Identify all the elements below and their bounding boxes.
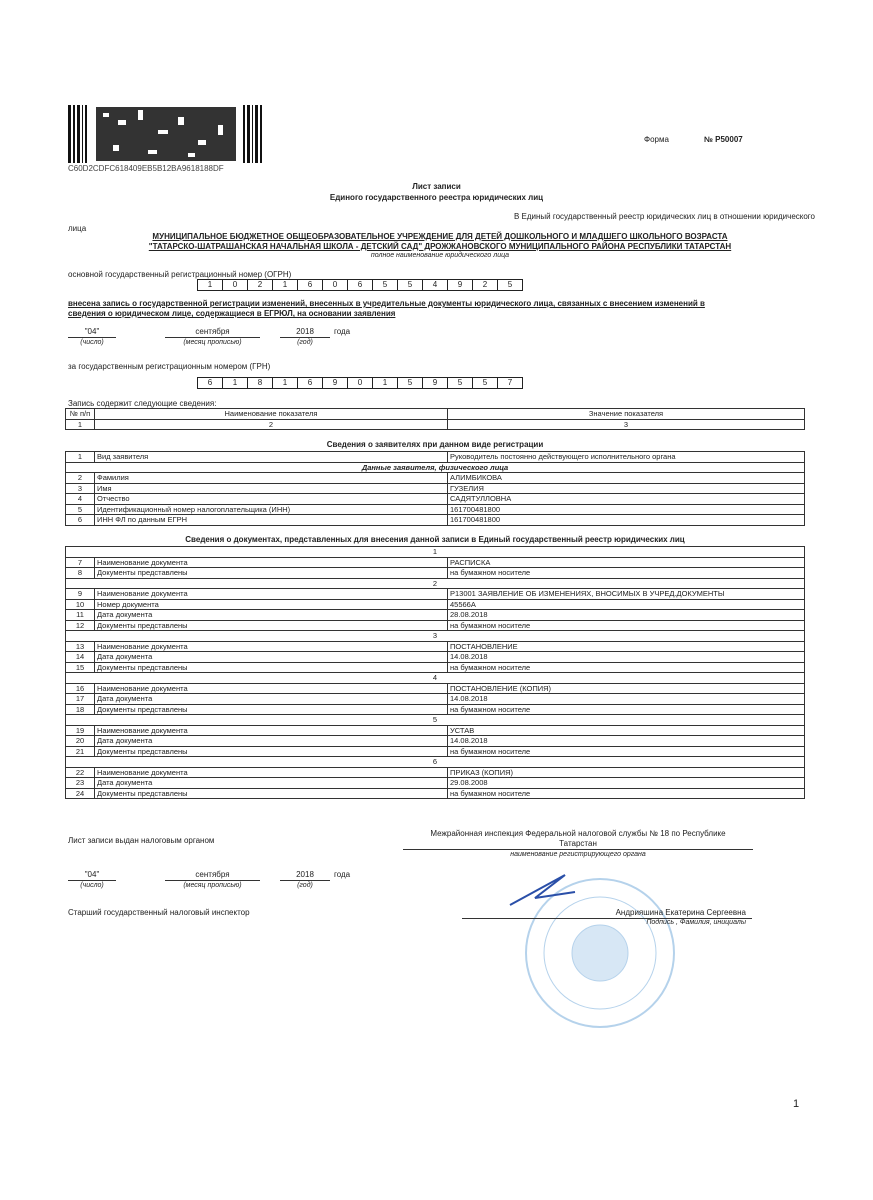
- digit-cell: 5: [473, 378, 498, 388]
- row-name: Документы представлены: [95, 704, 448, 715]
- row-number: 14: [66, 652, 95, 663]
- date-year-caption: (год): [297, 882, 313, 889]
- row-value: 14.08.2018: [448, 694, 805, 705]
- row-number: 24: [66, 788, 95, 799]
- table-row: [66, 694, 805, 705]
- row-name: Номер документа: [95, 599, 448, 610]
- grn-label: за государственным регистрационным номером (ГРН): [68, 362, 271, 371]
- table-row: [66, 515, 805, 526]
- row-value: на бумажном носителе: [448, 568, 805, 579]
- row-number: 8: [66, 568, 95, 579]
- row-number: 12: [66, 620, 95, 631]
- row-value: АЛИМБИКОВА: [448, 473, 805, 484]
- col-header-value: Значение показателя: [448, 409, 805, 420]
- table-row: [66, 568, 805, 579]
- barcode-code: C60D2CDFC618409EB5B12BA9618188DF: [68, 164, 224, 173]
- record-text-line2: сведения о юридическом лице, содержащиеся в ЕГРЮЛ, на основании заявления: [68, 309, 396, 318]
- row-number: 11: [66, 610, 95, 621]
- row-name: Дата документа: [95, 610, 448, 621]
- row-value: 29.08.2008: [448, 778, 805, 789]
- row-number: 3: [66, 483, 95, 494]
- row-name: Документы представлены: [95, 568, 448, 579]
- row-number: 18: [66, 704, 95, 715]
- date-month-caption: (месяц прописью): [183, 339, 242, 346]
- row-value: Р13001 ЗАЯВЛЕНИЕ ОБ ИЗМЕНЕНИЯХ, ВНОСИМЫХ В УЧРЕД.ДОКУМЕНТЫ: [448, 589, 805, 600]
- row-value: на бумажном носителе: [448, 704, 805, 715]
- digit-cell: 1: [273, 280, 298, 290]
- date-month: сентября: [195, 870, 230, 879]
- row-value: 28.08.2018: [448, 610, 805, 621]
- table-row: [66, 483, 805, 494]
- row-number: 16: [66, 683, 95, 694]
- row-name: Наименование документа: [95, 767, 448, 778]
- digit-cell: 5: [398, 378, 423, 388]
- row-value: ПРИКАЗ (КОПИЯ): [448, 767, 805, 778]
- date-year-caption: (год): [297, 339, 313, 346]
- date-year: 2018: [296, 870, 314, 879]
- digit-cell: 1: [223, 378, 248, 388]
- row-name: Отчество: [95, 494, 448, 505]
- row-name: ИНН ФЛ по данным ЕГРН: [95, 515, 448, 526]
- col-num-2: 2: [95, 419, 448, 430]
- digit-cell: 8: [248, 378, 273, 388]
- row-name: Наименование документа: [95, 557, 448, 568]
- documents-table: [65, 546, 805, 799]
- row-number: 7: [66, 557, 95, 568]
- row-number: 17: [66, 694, 95, 705]
- row-number: 10: [66, 599, 95, 610]
- signer-position: Старший государственный налоговый инспектор: [68, 908, 250, 917]
- date-underline: [280, 337, 330, 338]
- row-value: 45566А: [448, 599, 805, 610]
- row-name: Идентификационный номер налогоплательщика (ИНН): [95, 504, 448, 515]
- form-number: № Р50007: [704, 135, 743, 144]
- row-value: ГУЗЕЛИЯ: [448, 483, 805, 494]
- row-name: Дата документа: [95, 778, 448, 789]
- table-row: [66, 778, 805, 789]
- org-name-caption: полное наименование юридического лица: [370, 252, 510, 259]
- row-value: на бумажном носителе: [448, 620, 805, 631]
- date-day-caption: (число): [80, 882, 104, 889]
- col-num-3: 3: [448, 419, 805, 430]
- digit-cell: 7: [507, 378, 513, 387]
- row-number: 15: [66, 662, 95, 673]
- digit-cell: 1: [273, 378, 298, 388]
- group-number: 1: [66, 547, 805, 558]
- row-number: 1: [66, 452, 95, 463]
- table-row: [66, 704, 805, 715]
- digit-cell: 0: [223, 280, 248, 290]
- row-name: Документы представлены: [95, 746, 448, 757]
- digit-cell: 0: [323, 280, 348, 290]
- table-row: [66, 620, 805, 631]
- row-name: Документы представлены: [95, 662, 448, 673]
- date-year: 2018: [296, 327, 314, 336]
- org-name-line1: МУНИЦИПАЛЬНОЕ БЮДЖЕТНОЕ ОБЩЕОБРАЗОВАТЕЛЬНОЕ УЧРЕЖДЕНИЕ ДЛЯ ДЕТЕЙ ДОШКОЛЬНОГО И МЛАДШЕГО ШКОЛЬНОГО ВОЗРАСТА: [152, 232, 728, 241]
- doc-subtitle: Единого государственного реестра юридических лиц: [329, 193, 544, 202]
- date-underline: [68, 337, 116, 338]
- row-value: 14.08.2018: [448, 652, 805, 663]
- row-value: ПОСТАНОВЛЕНИЕ (КОПИЯ): [448, 683, 805, 694]
- row-name: Наименование документа: [95, 641, 448, 652]
- digit-cell: 6: [298, 280, 323, 290]
- digit-cell: 1: [373, 378, 398, 388]
- digit-cell: 9: [448, 280, 473, 290]
- documents-title: Сведения о документах, представленных для внесения данной записи в Единый государственный реестр юридических лиц: [185, 535, 685, 544]
- row-name: Документы представлены: [95, 788, 448, 799]
- table-row: [66, 652, 805, 663]
- row-value: на бумажном носителе: [448, 788, 805, 799]
- table-row: [66, 641, 805, 652]
- col-header-name: Наименование показателя: [95, 409, 448, 420]
- date-day: "04": [84, 327, 100, 336]
- date-suffix: года: [334, 327, 351, 336]
- table-row: [66, 683, 805, 694]
- date-day-caption: (число): [80, 339, 104, 346]
- row-value: УСТАВ: [448, 725, 805, 736]
- group-row: [66, 578, 805, 589]
- digit-cell: 2: [473, 280, 498, 290]
- row-value: 161700481800: [448, 504, 805, 515]
- date-underline: [165, 337, 260, 338]
- digit-cell: 6: [298, 378, 323, 388]
- row-number: 21: [66, 746, 95, 757]
- row-number: 6: [66, 515, 95, 526]
- group-number: 4: [66, 673, 805, 684]
- row-name: Документы представлены: [95, 620, 448, 631]
- contains-label: Запись содержит следующие сведения:: [68, 399, 217, 408]
- applicants-table: [65, 451, 805, 526]
- row-value: Руководитель постоянно действующего исполнительного органа: [448, 452, 805, 463]
- row-value: 14.08.2018: [448, 736, 805, 747]
- row-number: 13: [66, 641, 95, 652]
- intro-text: В Единый государственный реестр юридических лиц в отношении юридического: [513, 212, 815, 221]
- table-row: [66, 599, 805, 610]
- group-number: 3: [66, 631, 805, 642]
- date-suffix: года: [334, 870, 351, 879]
- row-number: 4: [66, 494, 95, 505]
- record-text-line1: внесена запись о государственной регистрации изменений, внесенных в учредительные документы юридического лица, связанных с внесением изменений в: [68, 299, 705, 308]
- digit-cell: 2: [248, 280, 273, 290]
- row-value: РАСПИСКА: [448, 557, 805, 568]
- date-underline: [280, 880, 330, 881]
- digit-cell: 5: [398, 280, 423, 290]
- grn-digits: [197, 377, 523, 389]
- table-row: [66, 452, 805, 463]
- date-underline: [165, 880, 260, 881]
- table-row: [66, 725, 805, 736]
- intro-text-cont: лица: [68, 224, 87, 233]
- digit-cell: 5: [448, 378, 473, 388]
- issued-label: Лист записи выдан налоговым органом: [68, 836, 215, 845]
- col-header-num: № п/п: [66, 409, 95, 420]
- group-number: 6: [66, 757, 805, 768]
- table-row: [66, 610, 805, 621]
- digit-cell: 9: [323, 378, 348, 388]
- org-name-line2: "ТАТАРСКО-ШАТРАШАНСКАЯ НАЧАЛЬНАЯ ШКОЛА - ДЕТСКИЙ САД" ДРОЖЖАНОВСКОГО МУНИЦИПАЛЬНОГО РАЙОНА РЕСПУБЛИКИ ТАТАРСТАН: [148, 242, 732, 251]
- digit-cell: 4: [423, 280, 448, 290]
- table-row: [66, 767, 805, 778]
- digit-cell: 1: [198, 280, 223, 290]
- row-name: Вид заявителя: [95, 452, 448, 463]
- form-label: Форма: [644, 135, 669, 144]
- barcode-image: [68, 105, 268, 165]
- applicant-subheader: Данные заявителя, физического лица: [66, 462, 805, 473]
- group-row: [66, 547, 805, 558]
- digit-cell: 5: [507, 280, 513, 289]
- row-number: 5: [66, 504, 95, 515]
- authority-caption: наименование регистрирующего органа: [510, 851, 646, 858]
- doc-title: Лист записи: [412, 182, 461, 191]
- signature: [505, 870, 585, 910]
- digit-cell: 6: [348, 280, 373, 290]
- row-number: 9: [66, 589, 95, 600]
- table-row: [66, 746, 805, 757]
- table-row: [66, 589, 805, 600]
- table-row: [66, 736, 805, 747]
- ogrn-label: основной государственный регистрационный номер (ОГРН): [68, 270, 292, 279]
- row-value: 161700481800: [448, 515, 805, 526]
- row-name: Дата документа: [95, 736, 448, 747]
- signer-caption: Подпись , Фамилия, инициалы: [646, 919, 746, 926]
- table-row: [66, 788, 805, 799]
- date-month-caption: (месяц прописью): [183, 882, 242, 889]
- row-value: на бумажном носителе: [448, 662, 805, 673]
- date-month: сентября: [195, 327, 230, 336]
- header-table: [65, 408, 805, 430]
- row-name: Дата документа: [95, 652, 448, 663]
- subheader-row: [66, 462, 805, 473]
- signer-name: Андрияшина Екатерина Сергеевна: [615, 908, 746, 917]
- authority-line1: Межрайонная инспекция Федеральной налоговой службы № 18 по Республике: [430, 829, 726, 838]
- row-number: 23: [66, 778, 95, 789]
- table-row: [66, 662, 805, 673]
- group-number: 5: [66, 715, 805, 726]
- date-day: "04": [84, 870, 100, 879]
- group-row: [66, 673, 805, 684]
- digit-cell: 9: [423, 378, 448, 388]
- digit-cell: 0: [348, 378, 373, 388]
- digit-cell: 5: [373, 280, 398, 290]
- row-name: Наименование документа: [95, 683, 448, 694]
- table-row: [66, 504, 805, 515]
- row-number: 2: [66, 473, 95, 484]
- col-num-1: 1: [66, 419, 95, 430]
- row-number: 19: [66, 725, 95, 736]
- ogrn-digits: [197, 279, 523, 291]
- row-name: Дата документа: [95, 694, 448, 705]
- group-row: [66, 715, 805, 726]
- row-name: Наименование документа: [95, 589, 448, 600]
- row-value: ПОСТАНОВЛЕНИЕ: [448, 641, 805, 652]
- authority-line2: Татарстан: [559, 839, 597, 848]
- table-row: [66, 473, 805, 484]
- group-row: [66, 757, 805, 768]
- page-number: 1: [793, 1098, 800, 1110]
- applicants-title: Сведения о заявителях при данном виде регистрации: [326, 440, 544, 449]
- digit-cell: 6: [198, 378, 223, 388]
- row-name: Наименование документа: [95, 725, 448, 736]
- date-underline: [68, 880, 116, 881]
- row-number: 22: [66, 767, 95, 778]
- group-number: 2: [66, 578, 805, 589]
- row-number: 20: [66, 736, 95, 747]
- group-row: [66, 631, 805, 642]
- row-name: Имя: [95, 483, 448, 494]
- row-value: САДЯТУЛЛОВНА: [448, 494, 805, 505]
- table-row: [66, 557, 805, 568]
- row-value: на бумажном носителе: [448, 746, 805, 757]
- table-row: [66, 494, 805, 505]
- row-name: Фамилия: [95, 473, 448, 484]
